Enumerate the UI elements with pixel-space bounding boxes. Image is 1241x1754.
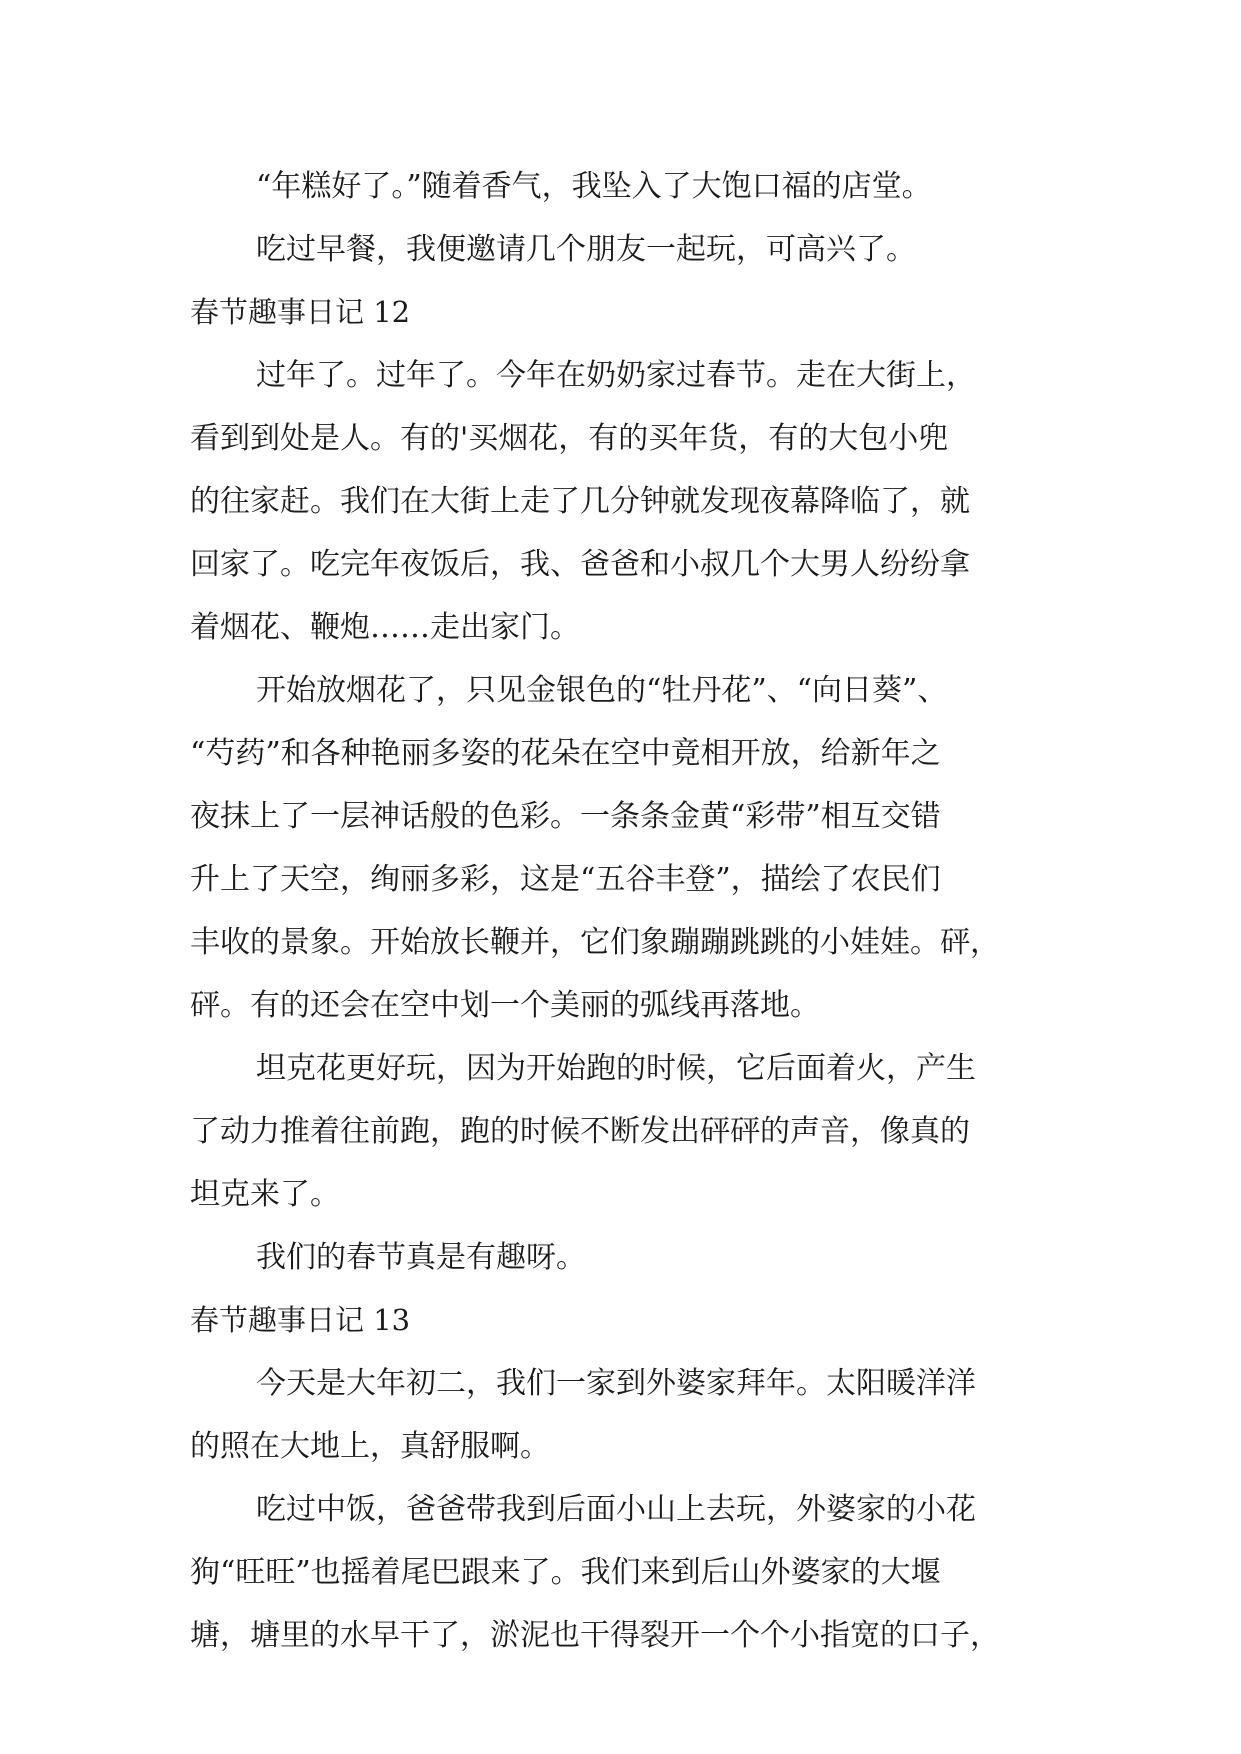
text-line: 过年了。过年了。今年在奶奶家过春节。走在大街上， [256,358,976,393]
text-line: “年糕好了。”随着香气，我坠入了大饱口福的店堂。 [256,169,932,204]
text-line: 开始放烟花了，只见金银色的“牡丹花”、“向日葵”、 [256,673,948,708]
text-line: 回家了。吃完年夜饭后，我、爸爸和小叔几个大男人纷纷拿 [190,547,970,582]
text-line: 我们的春节真是有趣呀。 [256,1240,586,1275]
section-heading: 春节趣事日记 12 [190,295,411,329]
text-line: 的往家赶。我们在大街上走了几分钟就发现夜幕降临了，就 [190,484,970,519]
text-line: 吃过中饭，爸爸带我到后面小山上去玩，外婆家的小花 [256,1492,976,1527]
text-line: 砰。有的还会在空中划一个美丽的弧线再落地。 [190,988,820,1023]
text-line: 夜抹上了一层神话般的色彩。一条条金黄“彩带”相互交错 [190,799,941,834]
text-line: 塘，塘里的水早干了，淤泥也干得裂开一个个小指宽的口子， [190,1618,1000,1653]
text-line: 今天是大年初二，我们一家到外婆家拜年。太阳暖洋洋 [256,1366,976,1401]
text-line: 坦克来了。 [190,1177,340,1212]
text-line: 升上了天空，绚丽多彩，这是“五谷丰登”，描绘了农民们 [190,862,941,897]
text-line: 坦克花更好玩，因为开始跑的时候，它后面着火，产生 [256,1051,976,1086]
document-body [190,155,1052,1667]
text-line: 了动力推着往前跑，跑的时候不断发出砰砰的声音，像真的 [190,1114,970,1149]
text-line: 吃过早餐，我便邀请几个朋友一起玩，可高兴了。 [256,232,916,267]
section-heading: 春节趣事日记 13 [190,1303,411,1337]
text-line: 的照在大地上，真舒服啊。 [190,1429,550,1464]
text-line: 看到到处是人。有的'买烟花，有的买年货，有的大包小兜 [190,421,949,456]
text-line: 狗“旺旺”也摇着尾巴跟来了。我们来到后山外婆家的大堰 [190,1555,941,1590]
text-line: 着烟花、鞭炮……走出家门。 [190,610,580,645]
text-line: “芍药”和各种艳丽多姿的花朵在空中竟相开放，给新年之 [190,736,941,771]
text-line: 丰收的景象。开始放长鞭并，它们象蹦蹦跳跳的小娃娃。砰， [190,925,1000,960]
